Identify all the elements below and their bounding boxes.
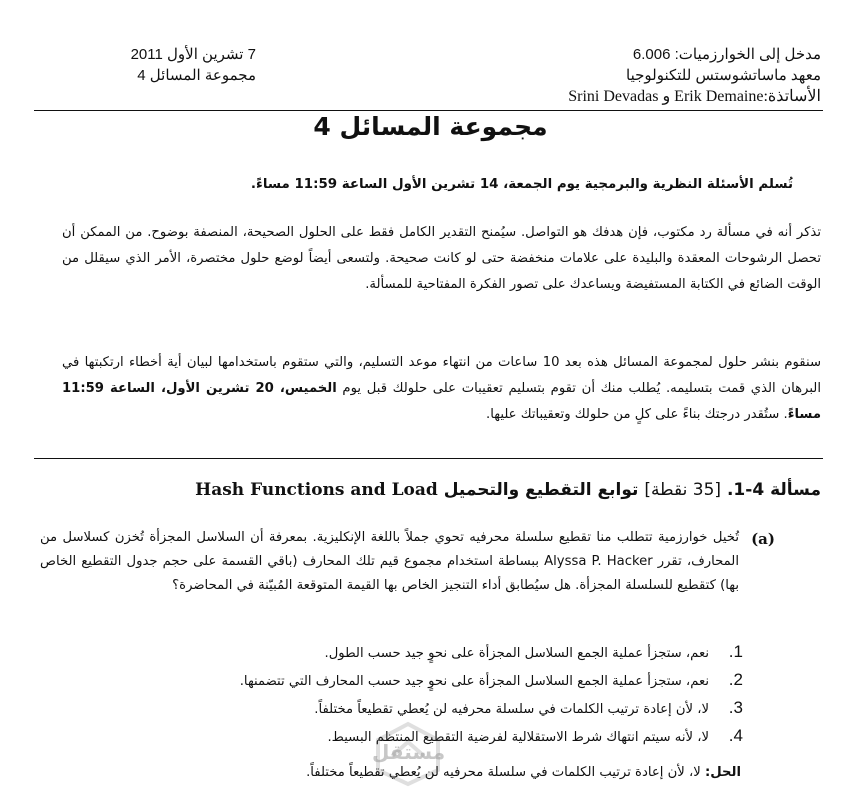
header-left — [36, 44, 256, 86]
part-a-text: تُخيل خوارزمية تتطلب منا تقطيع سلسلة محرفيه تحوي جملاً باللغة الإنكليزية. بمعرفة أن السلاسل المجزأة تُخزن كسلاسل من المحارف، تقرر Alyssa P. Hacker ببساطة استخدام مجموع قيم تلك المحارف (باقي القسمة على حجم جدول التقطيع الخاص بها) كتقطيع للسلسلة المجزأة. هل سيُطابق أداء التنجيز الخاص بها القيمة المتوقعة المُبيّنة في المحاضرة؟ — [40, 530, 739, 593]
watermark-text: مستقل — [372, 740, 446, 764]
header-professors — [401, 86, 821, 107]
option-number: 3. — [728, 698, 743, 717]
professors-and: و — [662, 88, 671, 105]
professor-2: Srini Devadas — [568, 88, 659, 105]
option-number: 1. — [728, 642, 743, 661]
solutions-paragraph — [62, 350, 821, 428]
option-2 — [240, 668, 743, 694]
header-date: 7 تشرين الأول 2011 — [130, 46, 256, 63]
page-title: مجموعة المسائل 4 — [313, 112, 548, 141]
question-points: [35 نقطة] — [644, 480, 722, 500]
submission-note: تُسلم الأسئلة النظرية والبرمجية يوم الجمعة، 14 تشرين الأول الساعة 11:59 مساءً. — [250, 177, 793, 192]
professor-1: Erik Demaine — [674, 88, 764, 105]
header-institute: معهد ماساتشوستس للتكنولوجيا — [626, 67, 821, 84]
option-1 — [325, 640, 743, 666]
section-rule — [34, 458, 823, 459]
question-arabic-title: توابع التقطيع والتحميل — [443, 480, 639, 500]
question-title — [30, 480, 821, 500]
solutions-text-1: سنقوم بنشر حلول لمجموعة المسائل هذه بعد 10 ساعات من انتهاء موعد التسليم، والتي ستقوم باستخدامها لبيان أية أخطاء ارتكبتها في البرهان الذي قمت بتسليمه. يُطلب منك أن تقوم بتسليم تعقيبات على حلولك قبل يوم — [62, 355, 822, 396]
professors-label: الأساتذة: — [763, 88, 821, 105]
instructions-paragraph: تذكر أنه في مسألة رد مكتوب، فإن هدفك هو التواصل. سيُمنح التقدير الكامل فقط على الحلول الصحيحة، المنصفة بوضوح. من الممكن أن تحصل الرشوحات المعقدة والبليدة على علامات منخفضة حتى لو كانت صحيحة. ولتسعى أيضاً لوضع حلول مختصرة، الأمر الذي سيقلل من الوقت الضائع في الكتابة المستفيضة ويساعدك على تصور الفكرة المفتاحية للمسألة. — [62, 225, 821, 292]
solutions-deadline: الخميس، 20 تشرين الأول، الساعة 11:59 مساءً — [62, 381, 821, 422]
option-number: 2. — [728, 670, 743, 689]
header-course: مدخل إلى الخوارزميات: 6.006 — [632, 46, 821, 63]
header-pset: مجموعة المسائل 4 — [137, 67, 256, 84]
option-text: نعم، ستجزأ عملية الجمع السلاسل المجزأة على نحوٍ جيد حسب المحارف التي تتضمنها. — [239, 674, 709, 689]
part-a-label: (a) — [751, 530, 775, 548]
header-right — [401, 44, 821, 107]
solution-text: لا، لأن إعادة ترتيب الكلمات في سلسلة محرفيه لن يُعطي تقطيعاً مختلفاً. — [306, 765, 701, 780]
option-text: نعم، ستجزأ عملية الجمع السلاسل المجزأة على نحوٍ جيد حسب الطول. — [324, 646, 709, 661]
option-text: لا، لأنه سيتم انتهاك شرط الاستقلالية لفرضية التقطيع المنتظم البسيط. — [327, 730, 709, 745]
solution-label: الحل: — [704, 765, 741, 780]
question-label: مسألة 4-1. — [726, 480, 821, 500]
question-english-title: Hash Functions and Load — [195, 480, 438, 500]
header-rule — [34, 110, 823, 111]
solutions-text-2: . ستُقدر درجتك بناءً على كلٍ من حلولك وتعقيباتك عليها. — [486, 407, 788, 422]
option-number: 4. — [728, 726, 743, 745]
option-text: لا، لأن إعادة ترتيب الكلمات في سلسلة محرفيه لن يُعطي تقطيعاً مختلفاً. — [314, 702, 709, 717]
